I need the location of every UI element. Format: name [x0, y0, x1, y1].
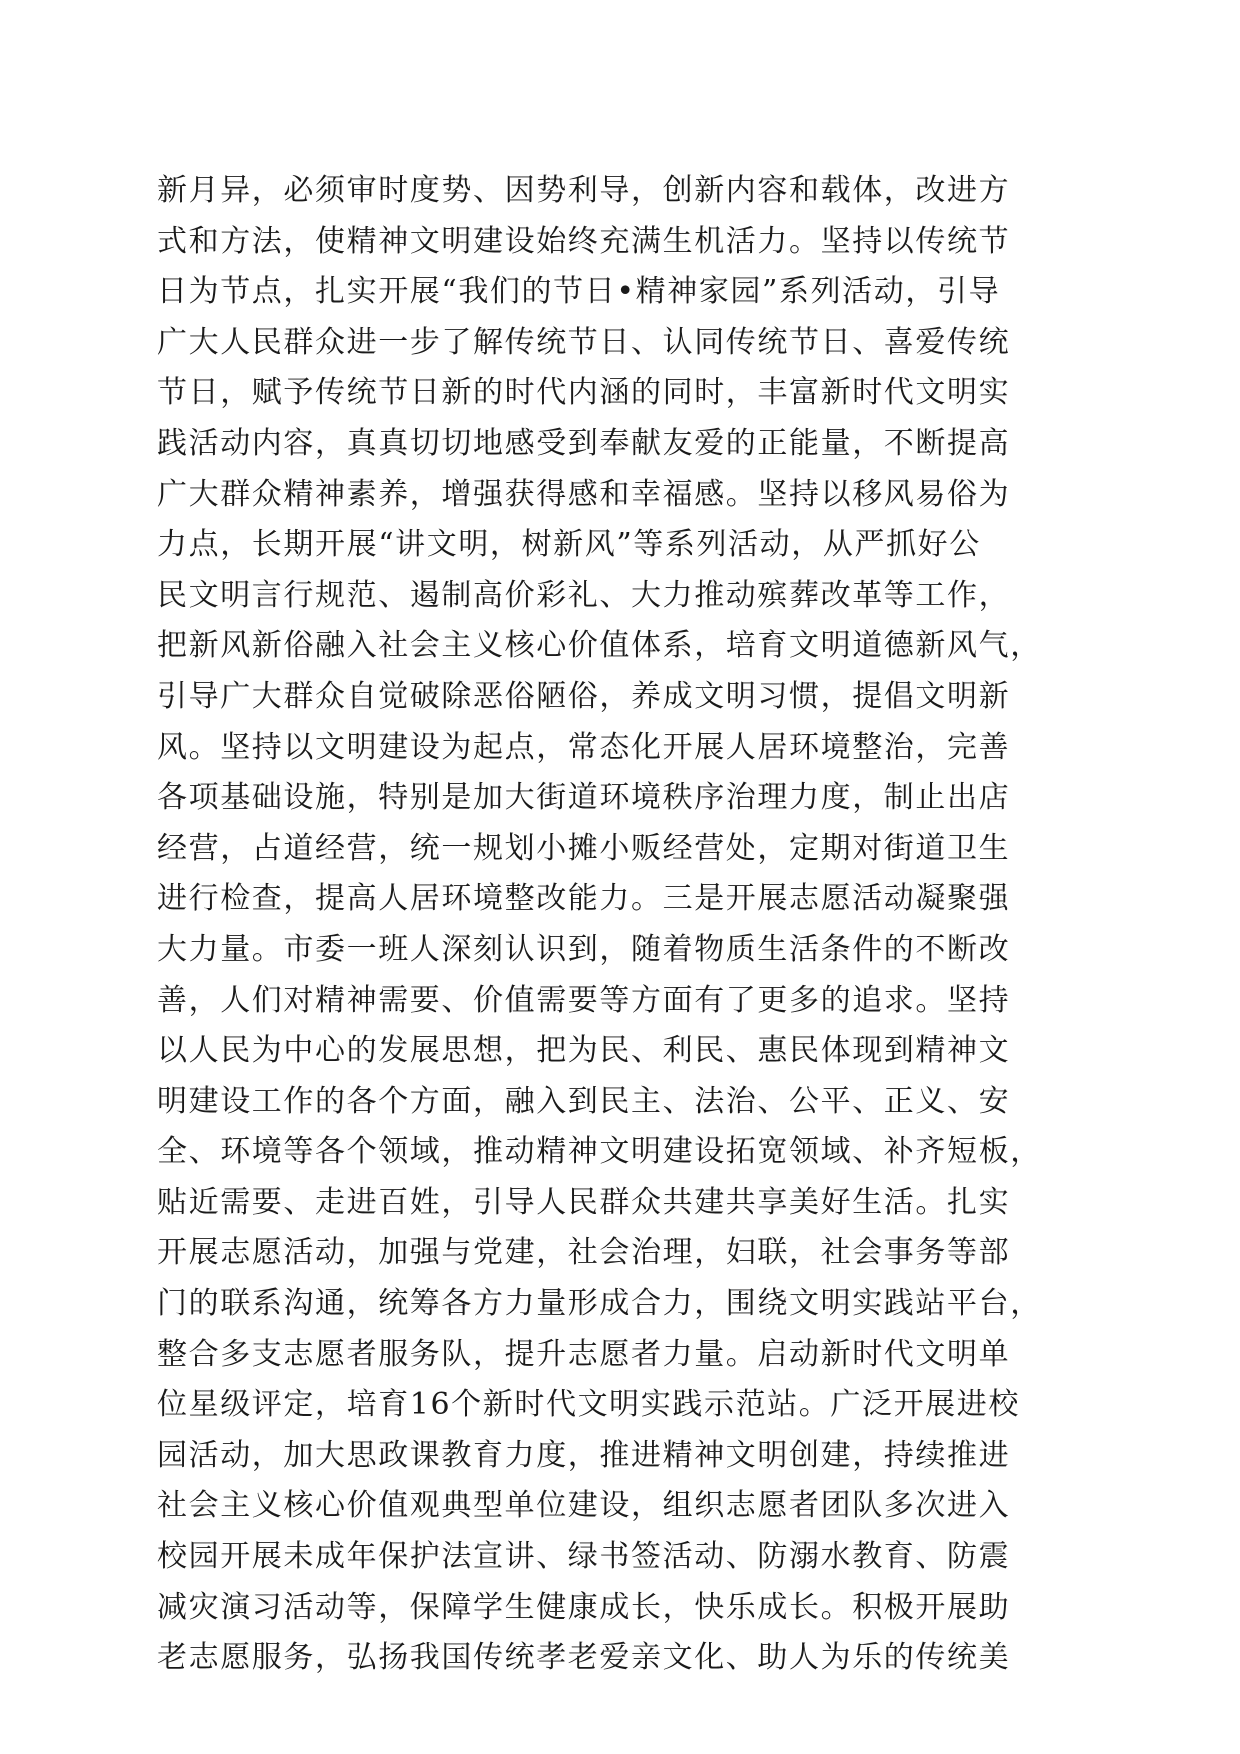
text-line: 力点，长期开展“讲文明，树新风”等系列活动，从严抓好公: [157, 527, 981, 563]
text-line: 节日，赋予传统节日新的时代内涵的同时，丰富新时代文明实: [157, 375, 1011, 411]
text-line: 式和方法，使精神文明建设始终充满生机活力。坚持以传统节: [157, 223, 1011, 259]
text-line: 各项基础设施，特别是加大街道环境秩序治理力度，制止出店: [157, 780, 1011, 816]
text-line: 广大群众精神素养，增强获得感和幸福感。坚持以移风易俗为: [157, 476, 1011, 512]
text-line: 整合多支志愿者服务队，提升志愿者力量。启动新时代文明单: [157, 1336, 1011, 1372]
text-line: 明建设工作的各个方面，融入到民主、法治、公平、正义、安: [157, 1083, 1011, 1119]
text-line: 善，人们对精神需要、价值需要等方面有了更多的追求。坚持: [157, 982, 1011, 1018]
text-line: 社会主义核心价值观典型单位建设，组织志愿者团队多次进入: [157, 1488, 1011, 1524]
text-line: 经营，占道经营，统一规划小摊小贩经营处，定期对街道卫生: [157, 830, 1011, 866]
text-line: 校园开展未成年保护法宣讲、绿书签活动、防溺水教育、防震: [157, 1539, 1011, 1575]
text-line: 减灾演习活动等，保障学生健康成长，快乐成长。积极开展助: [157, 1589, 1011, 1625]
text-line: 日为节点，扎实开展“我们的节日•精神家园”系列活动，引导: [157, 274, 1001, 310]
text-line: 风。坚持以文明建设为起点，常态化开展人居环境整治，完善: [157, 729, 1011, 765]
text-line: 进行检查，提高人居环境整改能力。三是开展志愿活动凝聚强: [157, 881, 1011, 917]
text-line: 门的联系沟通，统筹各方力量形成合力，围绕文明实践站平台，: [157, 1286, 1042, 1322]
text-line: 广大人民群众进一步了解传统节日、认同传统节日、喜爱传统: [157, 324, 1011, 360]
text-line: 民文明言行规范、遏制高价彩礼、大力推动殡葬改革等工作，: [157, 577, 1011, 613]
text-line: 践活动内容，真真切切地感受到奉献友爱的正能量，不断提高: [157, 425, 1011, 461]
text-line: 以人民为中心的发展思想，把为民、利民、惠民体现到精神文: [157, 1033, 1011, 1069]
text-line: 大力量。市委一班人深刻认识到，随着物质生活条件的不断改: [157, 931, 1011, 967]
text-line: 把新风新俗融入社会主义核心价值体系，培育文明道德新风气，: [157, 628, 1042, 664]
text-line: 老志愿服务，弘扬我国传统孝老爱亲文化、助人为乐的传统美: [157, 1640, 1011, 1676]
text-line: 位星级评定，培育16个新时代文明实践示范站。广泛开展进校: [157, 1387, 1020, 1423]
text-line: 全、环境等各个领域，推动精神文明建设拓宽领域、补齐短板，: [157, 1134, 1042, 1170]
body-paragraph: [157, 166, 1087, 1684]
text-line: 开展志愿活动，加强与党建，社会治理，妇联，社会事务等部: [157, 1235, 1011, 1271]
text-line: 园活动，加大思政课教育力度，推进精神文明创建，持续推进: [157, 1437, 1011, 1473]
text-line: 引导广大群众自觉破除恶俗陋俗，养成文明习惯，提倡文明新: [157, 678, 1011, 714]
text-line: 贴近需要、走进百姓，引导人民群众共建共享美好生活。扎实: [157, 1184, 1011, 1220]
text-line: 新月异，必须审时度势、因势利导，创新内容和载体，改进方: [157, 173, 1011, 208]
